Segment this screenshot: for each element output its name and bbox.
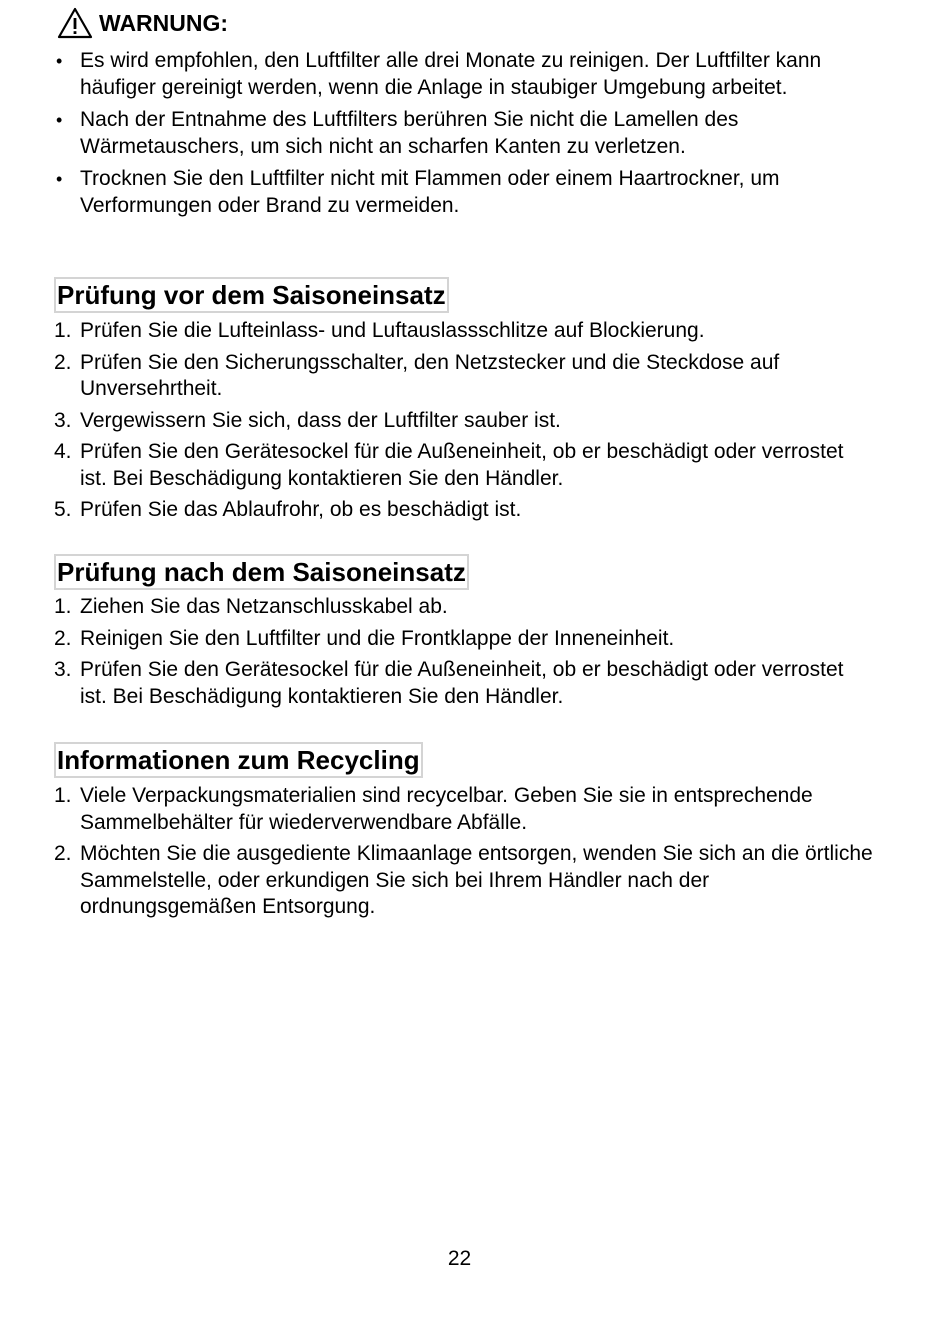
list-item-text: Viele Verpackungsmaterialien sind recycelbar. Geben Sie sie in entsprechende Sammelbehälter für wiederverwendbare Abfälle. [80, 784, 813, 834]
warning-triangle-icon [57, 7, 93, 39]
list-number: 3. [54, 658, 72, 681]
list-number: 1. [54, 595, 72, 618]
list-item-text: Prüfen Sie den Gerätesockel für die Außeneinheit, ob er beschädigt oder verrostet ist. Bei Beschädigung kontaktieren Sie den Händler. [80, 658, 844, 708]
list-item [54, 408, 874, 435]
list-number: 3. [54, 408, 72, 432]
warning-item [54, 48, 874, 101]
list-item-text: Prüfen Sie den Gerätesockel für die Außeneinheit, ob er beschädigt oder verrostet ist. Bei Beschädigung kontaktieren Sie den Händler. [80, 440, 844, 490]
warning-list [54, 48, 874, 219]
warning-item-text: Es wird empfohlen, den Luftfilter alle drei Monate zu reinigen. Der Luftfilter kann häufiger gereinigt werden, wenn die Anlage in staubiger Umgebung arbeitet. [80, 49, 822, 99]
list-item [54, 626, 874, 653]
section-list-recycling [54, 783, 874, 921]
section-title-after-season: Prüfung nach dem Saisoneinsatz [54, 554, 469, 590]
list-item-text: Ziehen Sie das Netzanschlusskabel ab. [80, 595, 448, 618]
list-number: 2. [54, 626, 72, 650]
list-item-text: Reinigen Sie den Luftfilter und die Frontklappe der Inneneinheit. [80, 626, 675, 650]
warning-title: WARNUNG: [99, 10, 229, 36]
bullet-icon: • [56, 110, 63, 130]
list-item [54, 657, 874, 710]
bullet-icon: • [56, 51, 63, 71]
page-number: 22 [447, 1247, 472, 1270]
list-item [54, 439, 874, 492]
list-item-text: Prüfen Sie das Ablaufrohr, ob es beschädigt ist. [80, 498, 522, 521]
list-number: 5. [54, 498, 72, 521]
list-item [54, 318, 874, 345]
list-item [54, 783, 874, 836]
list-item-text: Möchten Sie die ausgediente Klimaanlage entsorgen, wenden Sie sich an die örtliche Sammelstelle, oder erkundigen Sie sich bei Ihrem Händler nach der ordnungsgemäßen Entsorgung. [80, 842, 873, 918]
list-number: 1. [54, 784, 72, 807]
warning-header [57, 6, 228, 40]
warning-item-text: Trocknen Sie den Luftfilter nicht mit Flammen oder einem Haartrockner, um Verformungen oder Brand zu vermeiden. [80, 167, 780, 217]
list-item [54, 594, 874, 621]
list-number: 2. [54, 842, 72, 865]
list-item [54, 497, 874, 524]
list-item-text: Prüfen Sie die Lufteinlass- und Luftauslassschlitze auf Blockierung. [80, 319, 705, 342]
list-number: 2. [54, 350, 72, 374]
warning-item-text: Nach der Entnahme des Luftfilters berühren Sie nicht die Lamellen des Wärmetauschers, um sich nicht an scharfen Kanten zu verletzen. [80, 108, 739, 158]
section-list-before-season [54, 318, 874, 524]
section-title-before-season: Prüfung vor dem Saisoneinsatz [54, 277, 449, 313]
section-title-recycling: Informationen zum Recycling [54, 742, 423, 778]
list-number: 4. [54, 440, 72, 463]
bullet-icon: • [56, 169, 63, 189]
list-item-text: Vergewissern Sie sich, dass der Luftfilter sauber ist. [80, 408, 561, 432]
warning-item [54, 107, 874, 160]
section-list-after-season [54, 594, 874, 710]
list-item [54, 841, 874, 921]
warning-item [54, 166, 874, 219]
list-number: 1. [54, 319, 72, 342]
list-item-text: Prüfen Sie den Sicherungsschalter, den Netzstecker und die Steckdose auf Unversehrtheit. [80, 350, 780, 400]
list-item [54, 350, 874, 403]
